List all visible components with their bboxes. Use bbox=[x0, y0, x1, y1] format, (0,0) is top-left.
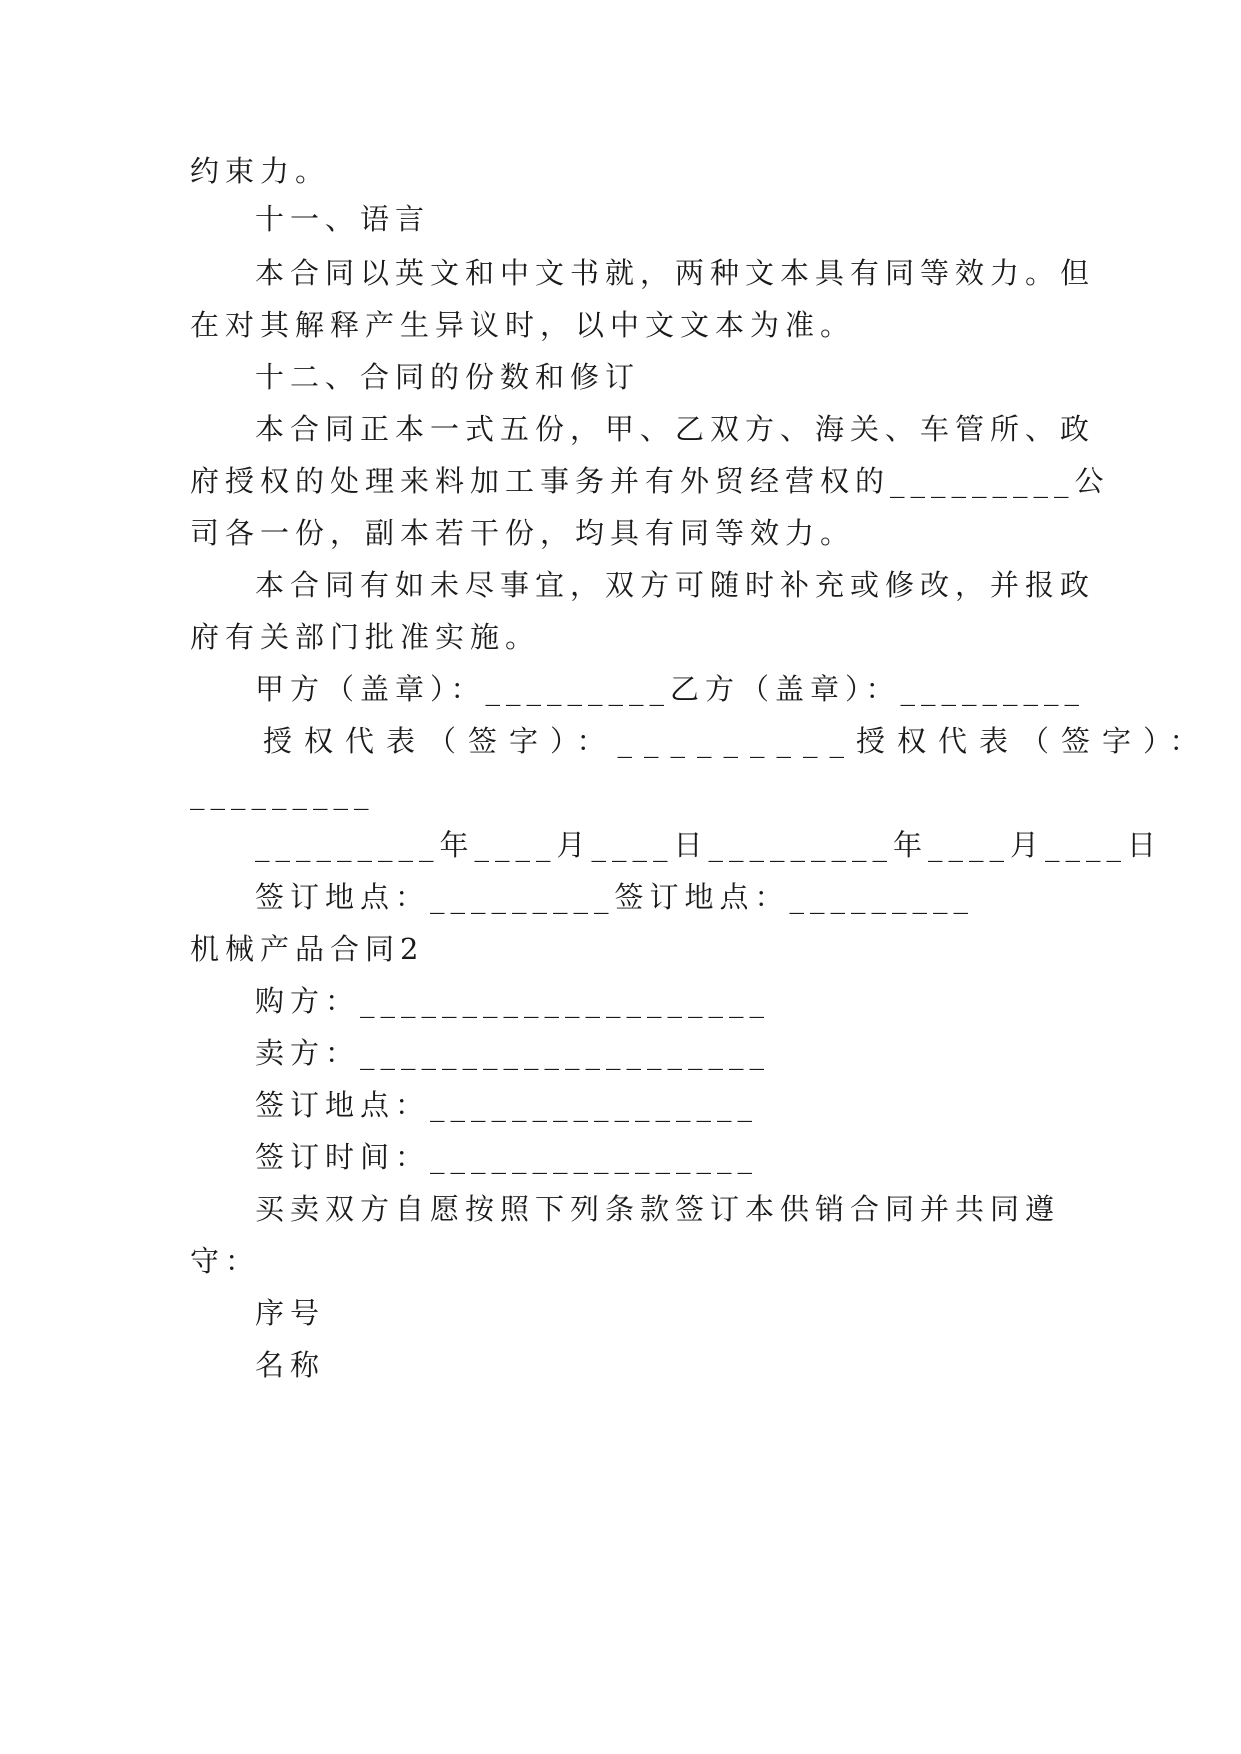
section-heading-copies: 十二、合同的份数和修订 bbox=[255, 360, 641, 394]
table-header-serial: 序号 bbox=[255, 1296, 326, 1330]
paragraph-line: 在对其解释产生异议时，以中文文本为准。 bbox=[190, 308, 856, 342]
paragraph-line: 本合同正本一式五份，甲、乙双方、海关、车管所、政 bbox=[255, 412, 1096, 446]
signature-blank: _________ bbox=[190, 776, 375, 810]
buyer-field: 购方：____________________ bbox=[255, 984, 771, 1018]
party-seal-line: 甲方（盖章）：_________乙方（盖章）：_________ bbox=[255, 672, 1086, 706]
signing-place-line: 签订地点：_________签订地点：_________ bbox=[255, 880, 975, 914]
paragraph-line: 买卖双方自愿按照下列条款签订本供销合同并共同遵 bbox=[255, 1192, 1061, 1226]
representative-signature-line: 授权代表（签字）：_________授权代表（签字）： bbox=[263, 724, 1211, 758]
paragraph-line: 司各一份，副本若干份，均具有同等效力。 bbox=[190, 516, 856, 550]
section-heading-language: 十一、语言 bbox=[255, 202, 431, 236]
table-header-name: 名称 bbox=[255, 1348, 326, 1382]
date-line: _________年____月____日_________年____月____日 bbox=[255, 828, 1163, 862]
signing-place-field: 签订地点：________________ bbox=[255, 1088, 759, 1122]
paragraph-line: 本合同以英文和中文书就，两种文本具有同等效力。但 bbox=[255, 256, 1096, 290]
paragraph-line: 府有关部门批准实施。 bbox=[190, 620, 541, 654]
paragraph-line: 府授权的处理来料加工事务并有外贸经营权的_________公 bbox=[190, 464, 1110, 498]
paragraph-line: 守： bbox=[190, 1244, 261, 1278]
seller-field: 卖方：____________________ bbox=[255, 1036, 771, 1070]
paragraph-line: 本合同有如未尽事宜，双方可随时补充或修改，并报政 bbox=[255, 568, 1096, 602]
contract-title: 机械产品合同2 bbox=[190, 932, 425, 966]
signing-time-field: 签订时间：________________ bbox=[255, 1140, 759, 1174]
paragraph-line: 约束力。 bbox=[190, 154, 331, 188]
